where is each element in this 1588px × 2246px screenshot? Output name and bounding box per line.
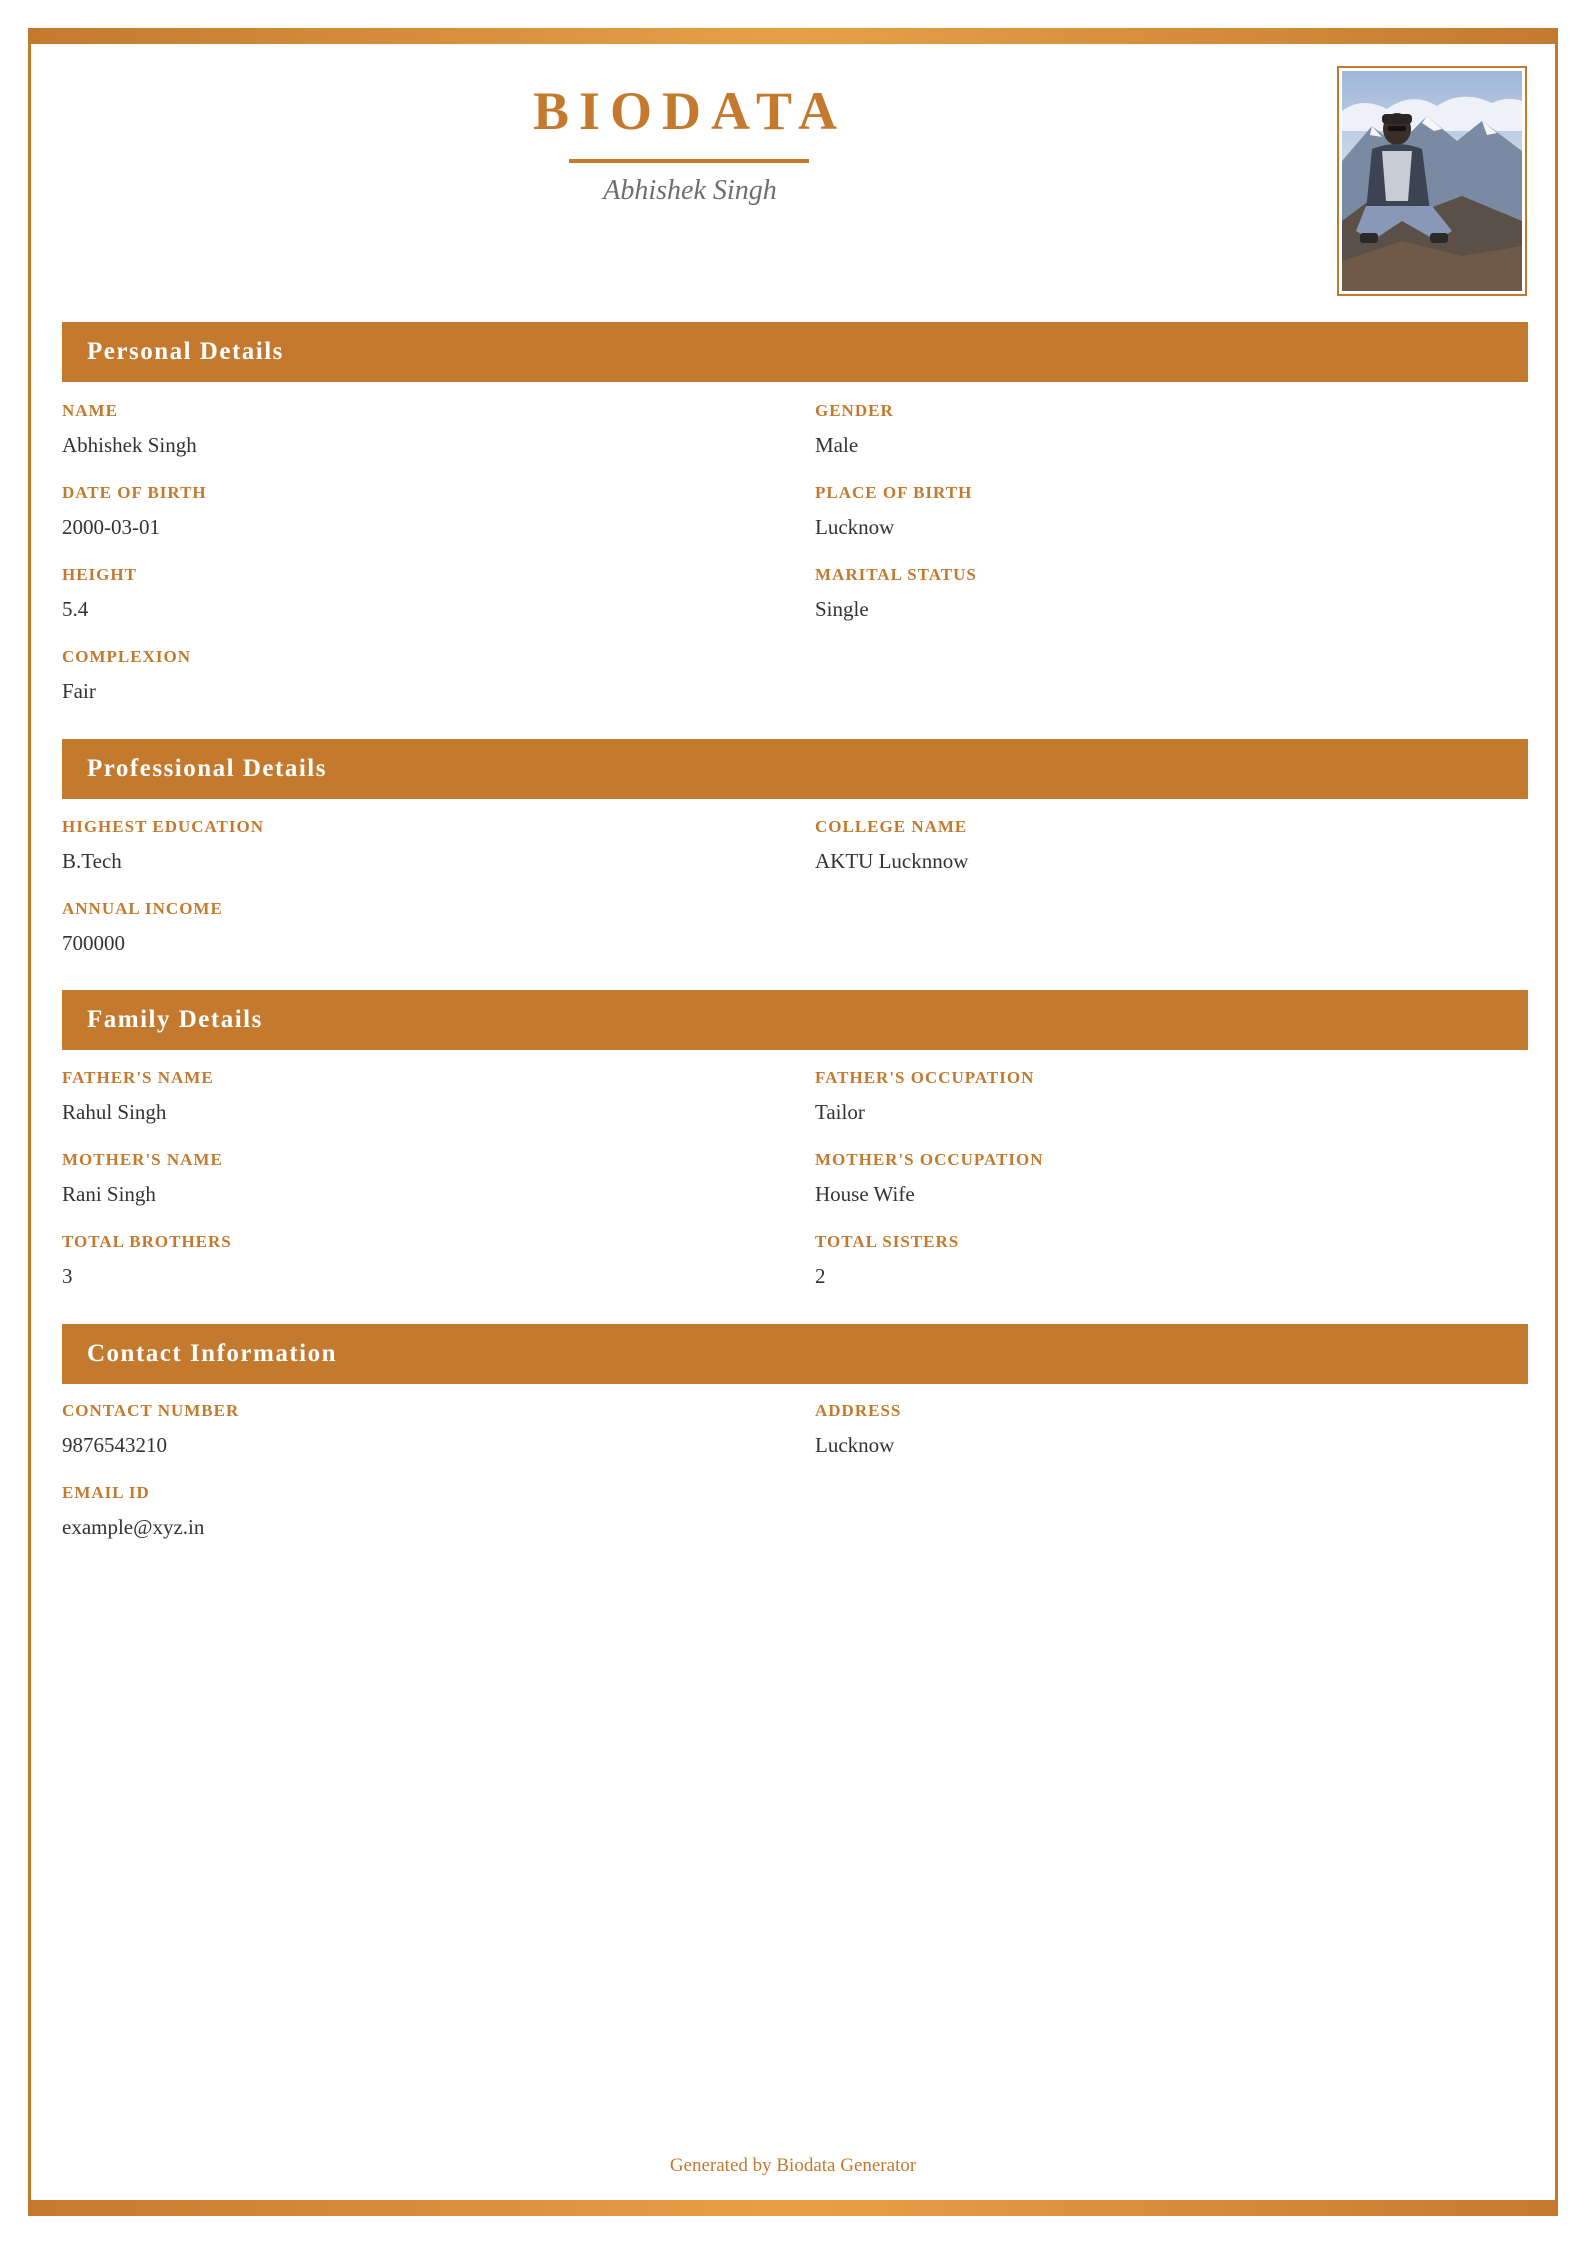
field-value: Rahul Singh [62, 1100, 167, 1124]
field-value: Single [815, 597, 869, 621]
field-value: B.Tech [62, 849, 122, 873]
field-highest-education [62, 817, 762, 873]
field-label: MOTHER'S OCCUPATION [815, 1150, 1044, 1169]
title-divider [569, 159, 809, 163]
field-value: 3 [62, 1264, 73, 1288]
field-label: EMAIL ID [62, 1483, 150, 1502]
field-total-brothers [62, 1232, 762, 1288]
section-header-professional: Professional Details [62, 739, 1528, 799]
field-value: 700000 [62, 931, 125, 955]
field-value: 2000-03-01 [62, 515, 160, 539]
field-college-name [815, 817, 1515, 873]
bottom-decorative-bar [28, 2200, 1558, 2216]
field-date-of-birth [62, 483, 762, 539]
field-email-id [62, 1483, 762, 1539]
field-mothers-name [62, 1150, 762, 1206]
field-label: GENDER [815, 401, 894, 420]
field-value: AKTU Lucknnow [815, 849, 969, 873]
field-label: FATHER'S OCCUPATION [815, 1068, 1035, 1087]
field-label: ANNUAL INCOME [62, 899, 223, 918]
field-gender [815, 401, 1515, 457]
field-label: NAME [62, 401, 118, 420]
field-address [815, 1401, 1515, 1457]
field-complexion [62, 647, 762, 703]
field-value: 5.4 [62, 597, 89, 621]
field-label: FATHER'S NAME [62, 1068, 214, 1087]
field-value: Abhishek Singh [62, 433, 197, 457]
section-header-personal: Personal Details [62, 322, 1528, 382]
field-label: MOTHER'S NAME [62, 1150, 223, 1169]
field-total-sisters [815, 1232, 1515, 1288]
section-header-contact: Contact Information [62, 1324, 1528, 1384]
field-label: COLLEGE NAME [815, 817, 968, 836]
field-label: COMPLEXION [62, 647, 191, 666]
field-fathers-name [62, 1068, 762, 1124]
section-header-family: Family Details [62, 990, 1528, 1050]
field-value: Lucknow [815, 1433, 895, 1457]
field-marital-status [815, 565, 1515, 621]
field-label: ADDRESS [815, 1401, 902, 1420]
field-height [62, 565, 762, 621]
field-value: House Wife [815, 1182, 915, 1206]
field-value: Lucknow [815, 515, 895, 539]
field-value: 9876543210 [62, 1433, 167, 1457]
field-label: PLACE OF BIRTH [815, 483, 973, 502]
field-value: Fair [62, 679, 96, 703]
field-value: example@xyz.in [62, 1515, 205, 1539]
field-fathers-occupation [815, 1068, 1515, 1124]
profile-photo-icon [1342, 71, 1522, 291]
field-label: DATE OF BIRTH [62, 483, 207, 502]
field-value: Rani Singh [62, 1182, 156, 1206]
field-label: TOTAL SISTERS [815, 1232, 960, 1251]
person-name-subtitle: Abhishek Singh [603, 175, 777, 206]
field-name [62, 401, 762, 457]
footer-credit: Generated by Biodata Generator [669, 2155, 917, 2176]
field-value: Tailor [815, 1100, 865, 1124]
field-annual-income [62, 899, 762, 955]
field-mothers-occupation [815, 1150, 1515, 1206]
field-label: HIGHEST EDUCATION [62, 817, 264, 836]
field-label: CONTACT NUMBER [62, 1401, 240, 1420]
field-value: 2 [815, 1264, 826, 1288]
field-label: TOTAL BROTHERS [62, 1232, 232, 1251]
page-title: BIODATA [532, 81, 848, 141]
profile-photo [1337, 66, 1527, 296]
top-decorative-bar [28, 28, 1558, 44]
field-place-of-birth [815, 483, 1515, 539]
field-value: Male [815, 433, 859, 457]
field-label: HEIGHT [62, 565, 137, 584]
field-label: MARITAL STATUS [815, 565, 977, 584]
field-contact-number [62, 1401, 762, 1457]
